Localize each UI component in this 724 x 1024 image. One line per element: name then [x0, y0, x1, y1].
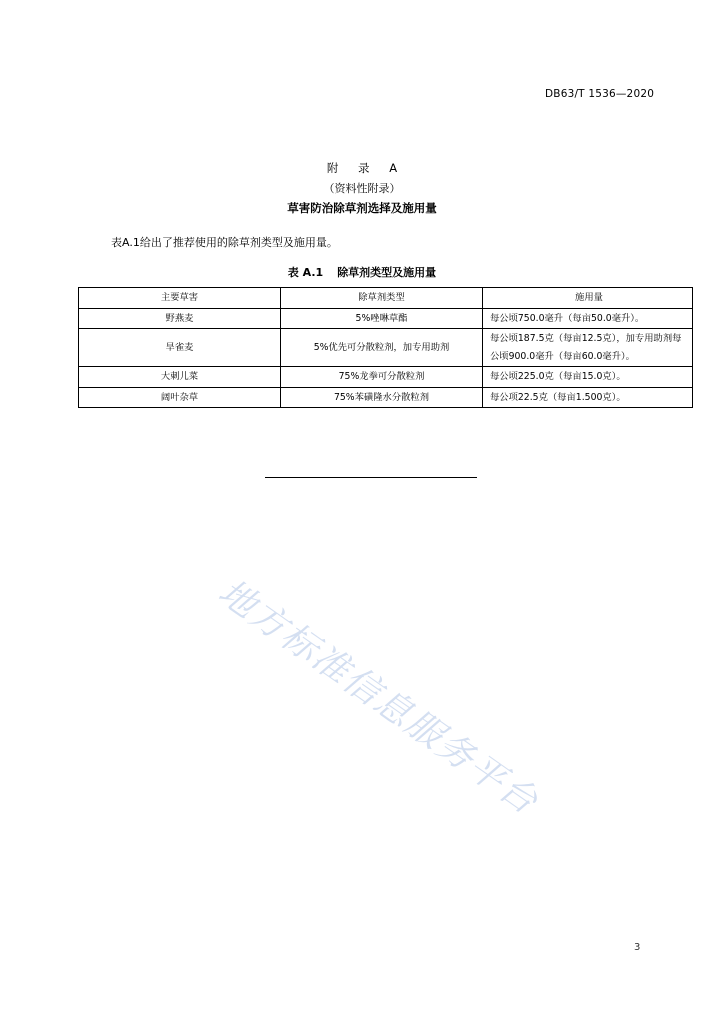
herbicide-cell: 5%唑啉草酯 [281, 308, 483, 329]
dosage-cell: 每公项22.5克（每亩1.500克）。 [483, 387, 693, 408]
table-header-row [79, 288, 693, 309]
table-number: 表 A.1 [287, 266, 324, 279]
watermark: 地方标准信息服务平台 [210, 571, 546, 824]
annex-subject: 草害防治除草剂选择及施用量 [287, 201, 437, 215]
dosage-cell: 每公顷225.0克（每亩15.0克）。 [483, 367, 693, 388]
table-row [79, 308, 693, 329]
dosage-cell: 每公顷187.5克（每亩12.5克），加专用助剂每公顷900.0毫升（每亩60.0毫升）。 [483, 329, 693, 367]
page-number: 3 [634, 942, 641, 953]
annex-title: 附 录 A [326, 161, 406, 175]
dosage-cell: 每公顷750.0毫升（每亩50.0毫升）。 [483, 308, 693, 329]
intro-paragraph: 表A.1给出了推荐使用的除草剂类型及施用量。 [111, 236, 338, 249]
table-caption [0, 264, 724, 280]
table-row [79, 367, 693, 388]
column-header: 除草剂类型 [281, 288, 483, 309]
end-rule [265, 477, 477, 478]
herbicide-table [78, 287, 693, 408]
herbicide-cell: 75%龙拳可分散粒剂 [281, 367, 483, 388]
herbicide-cell: 75%苯磺隆水分散粒剂 [281, 387, 483, 408]
weed-cell: 大刺儿菜 [79, 367, 281, 388]
weed-cell: 阔叶杂草 [79, 387, 281, 408]
weed-cell: 旱雀麦 [79, 329, 281, 367]
table-row [79, 387, 693, 408]
weed-cell: 野燕麦 [79, 308, 281, 329]
standard-code: DB63/T 1536—2020 [545, 88, 655, 100]
table-row [79, 329, 693, 367]
column-header: 主要草害 [79, 288, 281, 309]
table-title: 除草剂类型及施用量 [337, 266, 437, 279]
herbicide-cell: 5%优先可分散粒剂，加专用助剂 [281, 329, 483, 367]
column-header: 施用量 [483, 288, 693, 309]
annex-type: （资料性附录） [323, 182, 401, 195]
